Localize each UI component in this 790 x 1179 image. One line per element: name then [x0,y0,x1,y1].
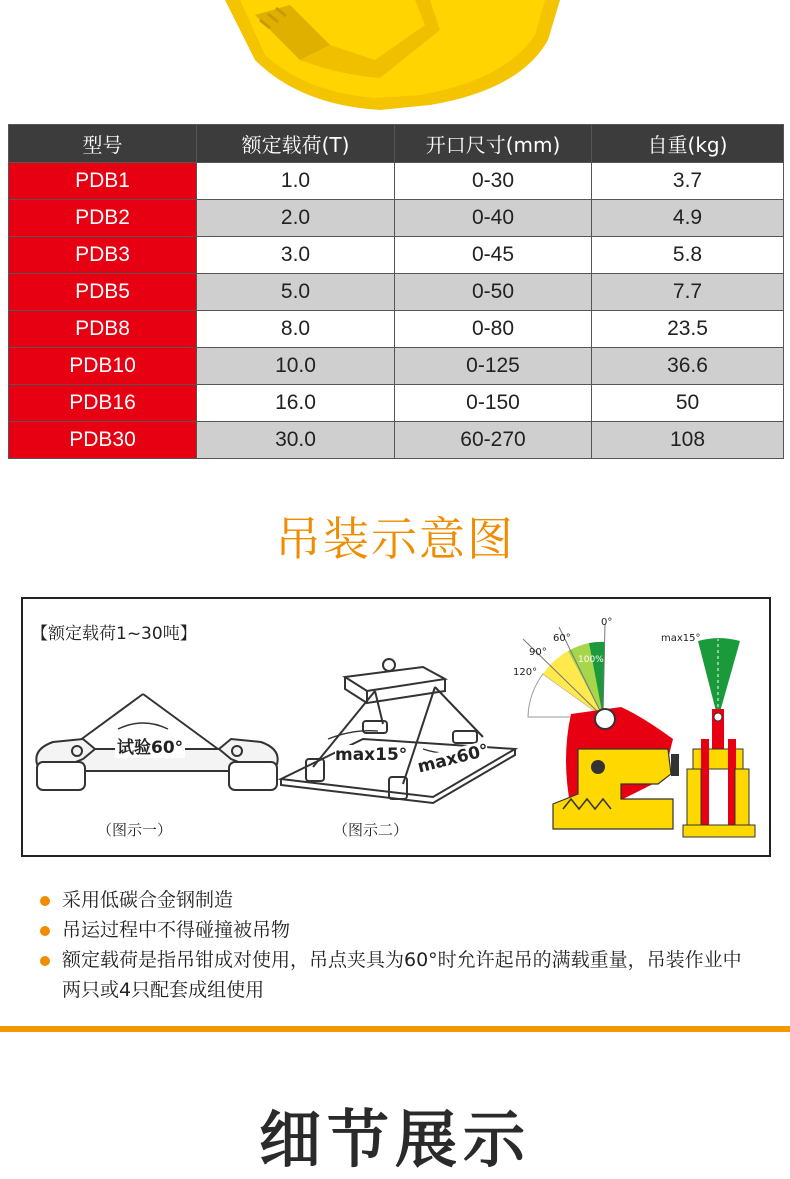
cell-weight: 36.6 [592,348,784,385]
cell-opening: 0-125 [395,348,592,385]
cell-load: 30.0 [197,422,395,459]
detail-section-title: 细节展示 [258,1103,531,1176]
cell-model: PDB30 [9,422,197,459]
bullet-icon [40,896,50,906]
cell-weight: 23.5 [592,311,784,348]
figure-four [683,638,755,837]
table-row [9,274,784,311]
fig3-label-90: 90° [529,647,547,658]
fig4-label: max15° [661,633,701,644]
cell-model: PDB5 [9,274,197,311]
cell-weight: 4.9 [592,200,784,237]
fig1-angle-label: 试验60° [115,733,185,758]
table-row [9,311,784,348]
cell-opening: 0-30 [395,163,592,200]
note-text: 吊运过程中不得碰撞被吊物 [62,919,291,941]
fig3-label-60: 60° [553,633,571,644]
table-header-row [9,125,784,163]
spec-table [8,124,784,459]
lifting-diagram [21,597,771,857]
bullet-icon [40,926,50,936]
fig3-label-100pct: 100% [578,655,604,665]
list-item [40,915,760,945]
fig2-angle-b: max60° [415,740,491,778]
header-weight: 自重(kg) [592,125,784,163]
figure-two [281,659,515,803]
cell-load: 5.0 [197,274,395,311]
cell-load: 8.0 [197,311,395,348]
cell-weight: 108 [592,422,784,459]
fig3-label-120: 120° [513,667,538,678]
table-row [9,200,784,237]
cell-weight: 5.8 [592,237,784,274]
fig2-angle-a: max15° [335,745,408,765]
cell-opening: 0-40 [395,200,592,237]
cell-load: 1.0 [197,163,395,200]
cell-weight: 3.7 [592,163,784,200]
cell-model: PDB3 [9,237,197,274]
header-rated-load: 额定载荷(T) [197,125,395,163]
table-row [9,385,784,422]
cell-opening: 0-45 [395,237,592,274]
header-opening: 开口尺寸(mm) [395,125,592,163]
cell-opening: 0-50 [395,274,592,311]
list-item [40,885,760,915]
cell-load: 16.0 [197,385,395,422]
fig2-caption: （图示二） [333,821,409,839]
note-text: 采用低碳合金钢制造 [62,889,234,911]
table-row [9,163,784,200]
list-item [40,945,760,1005]
orange-divider [0,1026,790,1032]
cell-model: PDB10 [9,348,197,385]
cell-load: 10.0 [197,348,395,385]
header-model: 型号 [9,125,197,163]
cell-opening: 0-80 [395,311,592,348]
cell-model: PDB8 [9,311,197,348]
cell-weight: 7.7 [592,274,784,311]
table-row [9,348,784,385]
product-image [0,0,790,118]
cell-weight: 50 [592,385,784,422]
cell-load: 3.0 [197,237,395,274]
notes-list [40,885,760,1005]
fig3-label-0: 0° [601,617,613,628]
cell-model: PDB16 [9,385,197,422]
cell-opening: 0-150 [395,385,592,422]
fig1-caption: （图示一） [97,821,173,839]
diagram-header: 【额定载荷1~30吨】 [31,624,197,644]
cell-opening: 60-270 [395,422,592,459]
cell-model: PDB2 [9,200,197,237]
cell-model: PDB1 [9,163,197,200]
bullet-icon [40,956,50,966]
note-text: 额定载荷是指吊钳成对使用，吊点夹具为60°时允许起吊的满载重量，吊装作业中两只或4只配套成组使用 [62,949,742,1001]
table-row [9,237,784,274]
table-row [9,422,784,459]
section-title: 吊装示意图 [275,512,515,566]
cell-load: 2.0 [197,200,395,237]
